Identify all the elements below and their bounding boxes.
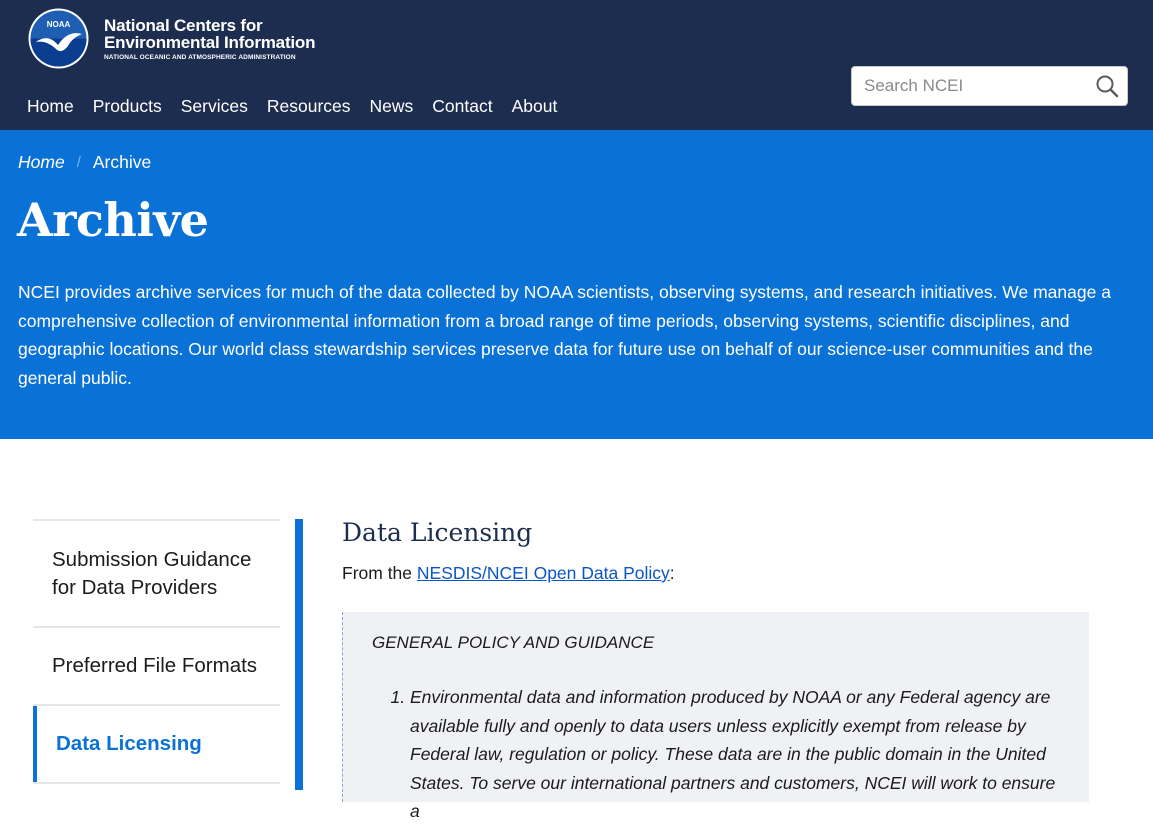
logo-line-2: Environmental Information [104, 32, 316, 52]
source-prefix: From the [342, 563, 417, 583]
page-description: NCEI provides archive services for much of the data collected by NOAA scientists, observing systems, and research initiatives. We manage a comprehensive collection of environmental information from a broad range of time periods, observing systems, scientific disciplines, and geographic locations. Our world class stewardship services preserve data for future use on behalf of our science-user communities and the general public. [18, 282, 1111, 389]
source-line [342, 563, 675, 584]
breadcrumb-separator: / [76, 154, 81, 171]
noaa-emblem-icon [28, 8, 89, 69]
nav-news[interactable]: News [369, 96, 414, 116]
active-indicator [33, 706, 37, 782]
breadcrumb-current: Archive [92, 152, 152, 172]
sidebar-item-label: Submission Guidance for Data Providers [52, 547, 252, 599]
nav-resources[interactable]: Resources [266, 96, 351, 116]
source-suffix: : [669, 563, 675, 583]
policy-item: 1. Environmental data and information produced by NOAA or any Federal agency are available fully and openly to data users unless explicitly exempt from release by Federal law, regulation or policy. These data are in the public domain in the United States. To serve our international partners and customers, NCEI will work to ensure a [410, 683, 1067, 826]
open-data-policy-link[interactable]: NESDIS/NCEI Open Data Policy [416, 563, 670, 583]
search-icon[interactable] [1095, 74, 1119, 98]
noaa-emblem-text: NOAA [46, 20, 71, 29]
sidebar-item-submission-guidance[interactable] [33, 519, 280, 626]
logo-line-1: National Centers for [104, 15, 263, 35]
hero-banner [0, 130, 1153, 439]
sidebar-divider [295, 519, 303, 790]
search-box [851, 66, 1128, 106]
sidebar-item-data-licensing[interactable] [33, 704, 280, 784]
ncei-logo[interactable] [28, 8, 315, 69]
page-title: Archive [17, 193, 209, 247]
nav-products[interactable]: Products [92, 96, 162, 116]
nav-home[interactable]: Home [27, 96, 74, 116]
sidebar-nav [33, 519, 280, 784]
breadcrumb-home-link[interactable]: Home [18, 152, 65, 172]
nav-services[interactable]: Services [180, 96, 248, 116]
sidebar-item-preferred-file-formats[interactable] [33, 626, 280, 704]
nav-about[interactable]: About [511, 96, 558, 116]
policy-list [372, 683, 1067, 826]
nav-contact[interactable]: Contact [432, 96, 493, 116]
policy-heading: GENERAL POLICY AND GUIDANCE [372, 633, 655, 652]
main-nav [27, 96, 576, 117]
sidebar-item-label: Data Licensing [56, 732, 202, 755]
sidebar-item-label: Preferred File Formats [52, 654, 258, 677]
search-input[interactable] [852, 67, 1087, 105]
logo-line-3: NATIONAL OCEANIC AND ATMOSPHERIC ADMINISTRATION [104, 53, 296, 61]
policy-quote [342, 612, 1089, 821]
section-title: Data Licensing [342, 518, 533, 547]
breadcrumb [18, 152, 151, 173]
site-header [0, 0, 1153, 130]
